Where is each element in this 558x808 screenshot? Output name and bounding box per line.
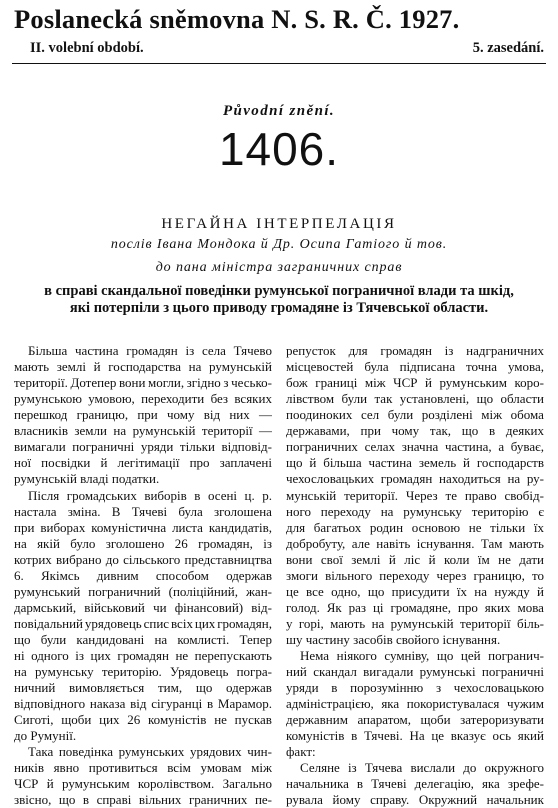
body-text-line: для багатьох родин основою не тільки їх bbox=[286, 519, 544, 535]
body-text-line: державним апаратом, щоби затероризувати bbox=[286, 712, 544, 728]
body-text-line: місцевостей була підписана точна умова, bbox=[286, 359, 544, 375]
body-text-line: Після громадських виборів в осені ц. р. bbox=[28, 487, 272, 503]
body-text-line: ної посвідки й легітимації про заплачені bbox=[14, 455, 272, 471]
body-text-line: вимагали пограничні уряди тільки відповід- bbox=[14, 439, 272, 455]
interpellation-authors: послів Івана Мондока й Др. Осипа Гатіого й тов. bbox=[110, 237, 448, 252]
body-text-line: ЧСР й румунським королівством. Загально bbox=[14, 776, 272, 792]
body-text-line: ний скандал вигадали румунські пограничні bbox=[286, 664, 544, 679]
body-text-line: державами, при чому так, що в деяких bbox=[286, 423, 544, 439]
body-text-line: Сиготі, щоби цих 26 комуністів не пускав bbox=[14, 712, 272, 728]
body-text-line: відповідного наказа від сігуранці в Марамор. bbox=[14, 696, 272, 712]
body-text-line: адміністрацією, яка покористувалася чужим bbox=[286, 696, 544, 712]
body-text-line: голод. Як раз ці громадяне, про яких мова bbox=[286, 599, 544, 615]
body-text-line: що й більша частина земель й господарств bbox=[286, 455, 544, 471]
body-text-line: бож границі між ЧСР й румунським коро- bbox=[286, 375, 544, 391]
body-text-line: у горі, мають на румунській території біль- bbox=[286, 615, 544, 631]
body-text-line: Така поведінка румунських урядових чин- bbox=[28, 744, 272, 760]
session-number: 5. zasedání. bbox=[472, 40, 544, 56]
body-text-line: ників явно противиться всім умовам між bbox=[14, 760, 272, 776]
body-text-line: при виборах комуністична листа кандидатів, bbox=[14, 519, 272, 535]
body-text-line: комуністів в Тячеві. На це вказує ось який bbox=[286, 728, 544, 744]
interpellation-addressee: до пана міністра заграничних справ bbox=[155, 260, 403, 275]
electoral-period: II. volební období. bbox=[30, 40, 144, 56]
body-text-line: чехословацьких громадян находиться на ру- bbox=[286, 471, 544, 487]
body-text-line: шу частину засобів свойого існування. bbox=[286, 631, 501, 647]
body-text-line: ничний вимовляється тим, що одержав bbox=[14, 680, 272, 695]
body-text-line: 6. Якімсь дивним способом одержав bbox=[14, 567, 272, 583]
body-text-line: добробуту, але навіть існування. Там мають bbox=[286, 535, 544, 551]
body-text-line: репусток для громадян із надграничних bbox=[286, 343, 544, 358]
body-text-line: території. Дотепер вони могли, згідно з чесько- bbox=[14, 375, 272, 391]
body-text-line: мунській території. Через те право свобід- bbox=[286, 487, 544, 503]
body-text-line: котрих вибрано до сільського представництва bbox=[14, 551, 272, 567]
body-text-line: вони свої землі й ліс й коли їм не дати bbox=[286, 551, 544, 567]
body-text-line: начальника в Тячеві делегацію, яка зрефе- bbox=[286, 776, 544, 792]
original-version-label: Původní znění. bbox=[222, 103, 336, 119]
body-text-line: румунський пограничний (поліційний, жан- bbox=[14, 583, 272, 599]
body-text-line: перешкод границю, при чому від них — bbox=[14, 407, 272, 423]
body-text-line: рувала йому справу. Окружний начальник bbox=[286, 792, 544, 808]
body-text-line: лівством були так установлені, що области bbox=[286, 391, 544, 407]
body-text-line: уряди в порозумінню з чехословацькою bbox=[286, 680, 544, 695]
body-text-line: до Румунії. bbox=[14, 728, 77, 744]
body-text-line: румунській владі податки. bbox=[14, 471, 160, 487]
interpellation-subject-line-1: в справі скандальної поведінки румунської пограничної влади та шкід, bbox=[44, 283, 514, 299]
body-text-line: власників земли на румунській території — bbox=[14, 423, 272, 439]
body-text-line: Селяне із Тячева вислали до окружного bbox=[300, 760, 544, 776]
body-text-line: це все одно, що присудити їх на нужду й bbox=[286, 583, 544, 599]
body-text-line: дармський, військовий чи фінансовий) від- bbox=[14, 599, 272, 615]
print-number: 1406. bbox=[218, 123, 340, 175]
body-text-line: Більша частина громадян із села Тячево bbox=[28, 343, 272, 358]
interpellation-subject-line-2: які потерпіли з цього приводу громадяне із Тячевської области. bbox=[69, 300, 489, 316]
body-text-line: на румунську територію. Урядовець погра- bbox=[14, 664, 272, 679]
document-header-title: Poslanecká sněmovna N. S. R. Č. 1927. bbox=[14, 4, 460, 34]
body-text-line: мають землі й господарства на румунській bbox=[14, 359, 272, 375]
header-divider bbox=[12, 63, 546, 64]
body-text-line: факт: bbox=[286, 744, 316, 760]
body-text-line: повідальний урядовець спис всіх цих громадян, bbox=[14, 615, 272, 631]
interpellation-heading: НЕГАЙНА ІНТЕРПЕЛАЦІЯ bbox=[161, 216, 397, 232]
body-text-line: румунською умовою, переходити без всяких bbox=[14, 391, 272, 407]
body-text-line: пограничних селах значна частина, а буває, bbox=[286, 439, 544, 455]
document-header-subline bbox=[30, 40, 544, 57]
body-text-line: на якій було зголошено 26 громадян, із bbox=[14, 535, 272, 551]
body-text-line: Нема ніякого сумніву, що цей погранич- bbox=[300, 648, 544, 663]
body-text-line: настала зміна. В Тячеві була зголошена bbox=[14, 503, 272, 519]
body-text-line: звісно, що в справі вільних граничних пе- bbox=[14, 792, 272, 808]
body-text-line: ні одного із цих громадян не перепускають bbox=[14, 648, 272, 663]
body-text-line: що були кандидовані на комлисті. Тепер bbox=[14, 631, 272, 647]
body-text-line: поодиноких сел були розділені між обома bbox=[286, 407, 544, 423]
body-text-line: змоги вільного переходу через границю, то bbox=[286, 567, 544, 583]
body-text-line: ного переходу на румунську територію є bbox=[286, 503, 544, 519]
